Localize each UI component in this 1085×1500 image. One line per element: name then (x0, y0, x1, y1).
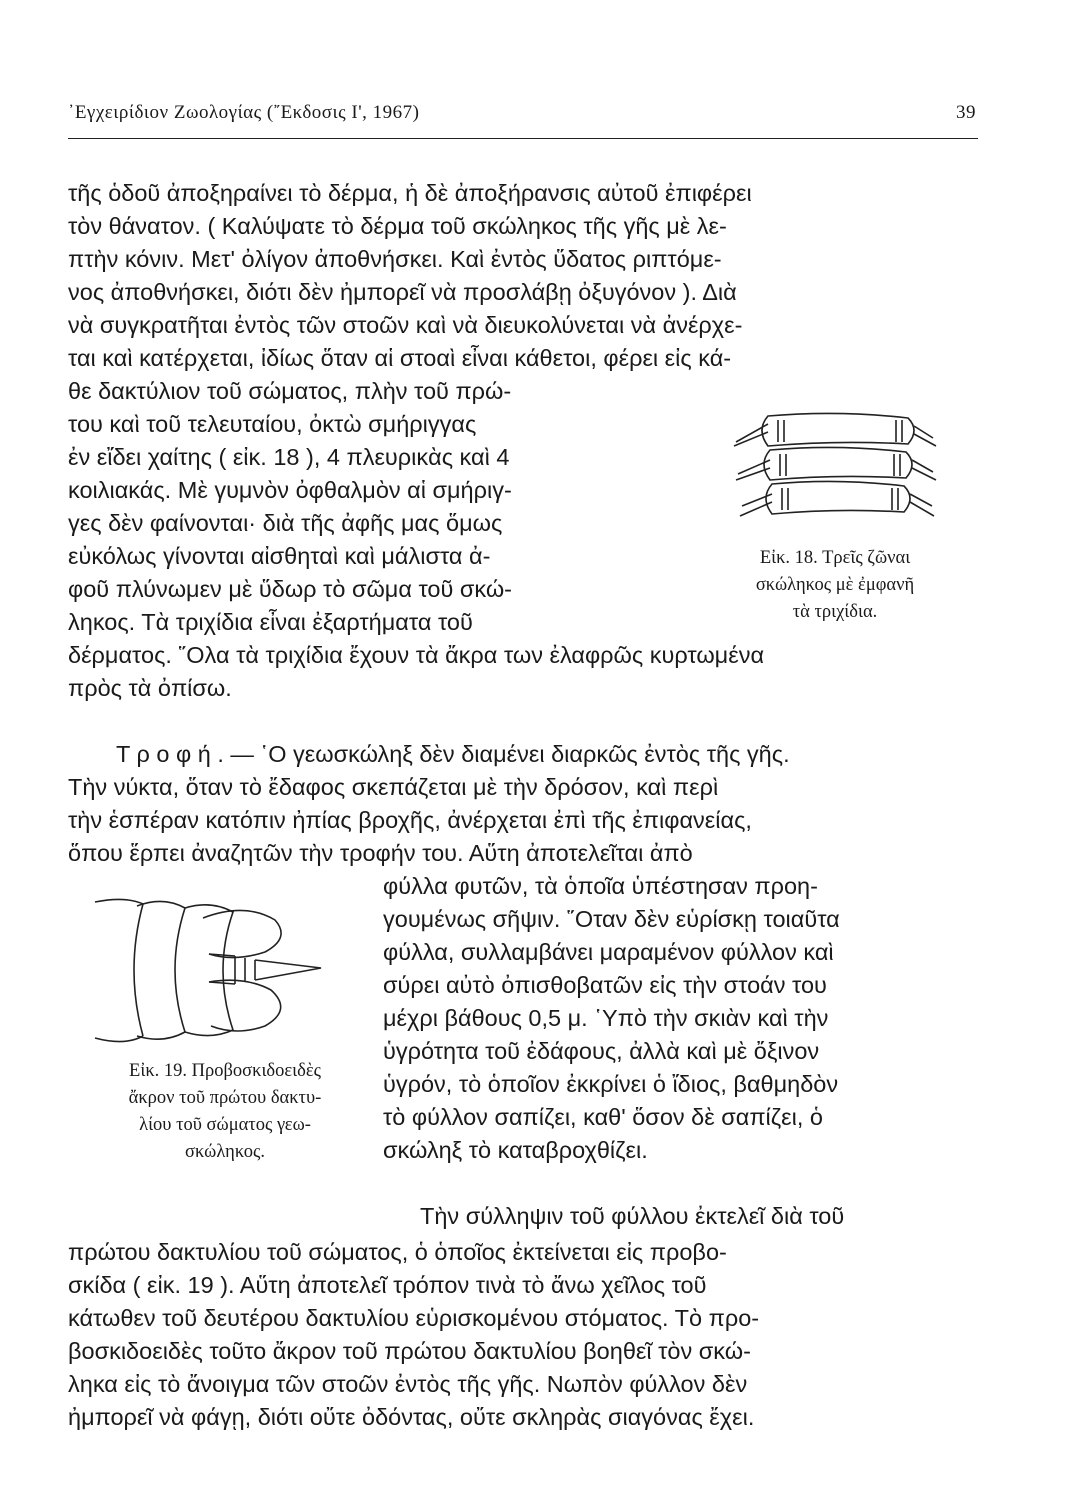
text-line: εὐκόλως γίνονται αἰσθηταὶ καὶ μάλιστα ἀ- (68, 543, 491, 569)
running-header (68, 102, 976, 124)
text-line: γες δὲν φαίνονται· διὰ τῆς ἀφῆς μας ὅμως (68, 510, 503, 536)
text-line: τὴν ἑσπέραν κατόπιν ἠπίας βροχῆς, ἀνέρχεται ἐπὶ τῆς ἐπιφανείας, (68, 807, 752, 833)
text-line: δέρματος. ῞Ολα τὰ τριχίδια ἔχουν τὰ ἄκρα των ἐλαφρῶς κυρτωμένα (68, 642, 765, 668)
text-line: θε δακτύλιον τοῦ σώματος, πλὴν τοῦ πρώ- (68, 378, 512, 404)
text-line: ἐν εἴδει χαίτης ( εἰκ. 18 ), 4 πλευρικὰς καὶ 4 (68, 444, 510, 470)
text-line: φύλλα φυτῶν, τὰ ὁποῖα ὑπέστησαν προη- (383, 873, 818, 899)
text-line: γουμένως σῆψιν. ῞Οταν δὲν εὑρίσκῃ τοιαῦτα (383, 906, 840, 932)
text-line: πρὸς τὰ ὀπίσω. (68, 675, 232, 701)
text-line: πρώτου δακτυλίου τοῦ σώματος, ὁ ὁποῖος ἐκτείνεται εἰς προβο- (68, 1239, 727, 1265)
text-line: ληκος. Τὰ τριχίδια εἶναι ἐξαρτήματα τοῦ (68, 609, 473, 635)
text-line: σύρει αὐτὸ ὀπισθοβατῶν εἰς τὴν στοάν του (383, 972, 827, 998)
text-line: Τὴν νύκτα, ὅταν τὸ ἔδαφος σκεπάζεται μὲ τὴν δρόσον, καὶ περὶ (68, 774, 719, 800)
text-line: ὅπου ἕρπει ἀναζητῶν τὴν τροφήν του. Αὕτη ἀποτελεῖται ἀπὸ (68, 840, 693, 866)
text-line: τὸ φύλλον σαπίζει, καθ' ὅσον δὲ σαπίζει, ὁ (383, 1104, 823, 1130)
figure-19-caption: Εἰκ. 19. Προβοσκιδοειδὲς ἄκρον τοῦ πρώτου δακτυ- λίου τοῦ σώματος γεω- σκώληκος. (128, 1061, 322, 1162)
text-line: ἠμπορεῖ νὰ φάγῃ, διότι οὔτε ὀδόντας, οὔτε σκληρὰς σιαγόνας ἔχει. (68, 1404, 755, 1430)
text-line: σκώληξ τὸ καταβροχθίζει. (383, 1137, 648, 1163)
text-line: φύλλα, συλλαμβάνει μαραμένον φύλλον καὶ (383, 939, 834, 965)
text-line: ὑγρότητα τοῦ ἐδάφους, ἀλλὰ καὶ μὲ ὄξινον (383, 1038, 820, 1064)
text-line: ληκα εἰς τὸ ἄνοιγμα τῶν στοῶν ἐντὸς τῆς γῆς. Νωπὸν φύλλον δὲν (68, 1371, 748, 1397)
page-number: 39 (956, 102, 976, 123)
text-line: του καὶ τοῦ τελευταίου, ὀκτὼ σμήριγγας (68, 411, 477, 437)
text-line: ται καὶ κατέρχεται, ἰδίως ὅταν αἱ στοαὶ εἶναι κάθετοι, φέρει εἰς κά- (68, 345, 732, 371)
running-title: ᾿Εγχειρίδιον Ζωολογίας (῎Εκδοσις Ι', 1967) (68, 102, 420, 123)
figure-18-worm-segments (728, 408, 943, 533)
figure-19-proboscis (85, 890, 325, 1050)
text-line: τῆς ὁδοῦ ἀποξηραίνει τὸ δέρμα, ἡ δὲ ἀποξήρανσις αὐτοῦ ἐπιφέρει (68, 180, 752, 206)
figure-18-caption: Εἰκ. 18. Τρεῖς ζῶναι σκώληκος μὲ ἐμφανῆ τὰ τριχίδια. (755, 548, 915, 622)
text-line: Τὴν σύλληψιν τοῦ φύλλου ἐκτελεῖ διὰ τοῦ (420, 1203, 845, 1229)
text-line: τὸν θάνατον. ( Καλύψατε τὸ δέρμα τοῦ σκώληκος τῆς γῆς μὲ λε- (68, 213, 727, 239)
section-heading-line: Τ ρ ο φ ή . — ῾Ο γεωσκώληξ δὲν διαμένει διαρκῶς ἐντὸς τῆς γῆς. (116, 741, 790, 767)
text-line: μέχρι βάθους 0,5 μ. ῾Υπὸ τὴν σκιὰν καὶ τὴν (383, 1005, 829, 1031)
text-line: φοῦ πλύνωμεν μὲ ὕδωρ τὸ σῶμα τοῦ σκώ- (68, 576, 512, 602)
header-rule (68, 138, 978, 139)
text-line: κοιλιακάς. Μὲ γυμνὸν ὀφθαλμὸν αἱ σμήριγ- (68, 477, 512, 503)
text-line: κάτωθεν τοῦ δευτέρου δακτυλίου εὑρισκομένου στόματος. Τὸ προ- (68, 1305, 760, 1331)
text-line: νὰ συγκρατῆται ἐντὸς τῶν στοῶν καὶ νὰ διευκολύνεται νὰ ἀνέρχε- (68, 312, 743, 338)
text-line: σκίδα ( εἰκ. 19 ). Αὕτη ἀποτελεῖ τρόπον τινὰ τὸ ἄνω χεῖλος τοῦ (68, 1272, 707, 1298)
text-line: βοσκιδοειδὲς τοῦτο ἄκρον τοῦ πρώτου δακτυλίου βοηθεῖ τὸν σκώ- (68, 1338, 751, 1364)
text-line: πτὴν κόνιν. Μετ' ὀλίγον ἀποθνήσκει. Καὶ ἐντὸς ὕδατος ριπτόμε- (68, 246, 722, 272)
text-line: ὑγρόν, τὸ ὁποῖον ἐκκρίνει ὁ ἴδιος, βαθμηδὸν (383, 1071, 839, 1097)
text-line: νος ἀποθνήσκει, διότι δὲν ἠμπορεῖ νὰ προσλάβῃ ὀξυγόνον ). Διὰ (68, 279, 737, 305)
